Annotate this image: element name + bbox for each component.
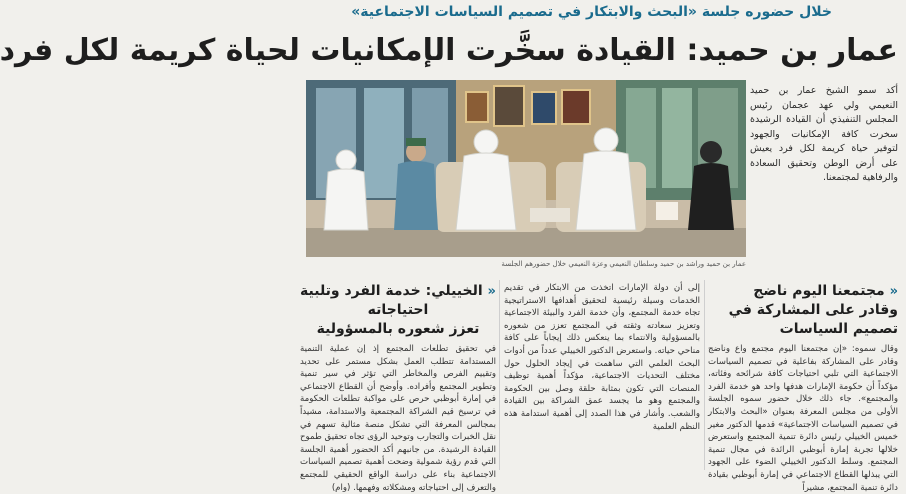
article-kicker: خلال حضوره جلسة «البحث والابتكار في تصميم السياسات الاجتماعية» [351,4,832,20]
subheading-left-line1: الخييلي: خدمة الفرد وتلبية احتياجاته [300,283,483,318]
article-lead: أكد سمو الشيخ عمار بن حميد النعيمي ولي عهد عجمان رئيس المجلس التنفيذي أن القيادة الرشيدة سخرت كافة الإمكانيات والجهود لتوفير حياة كريمة لكل فرد يعيش على أرض الوطن وتحقيق السعادة والرفاهية لمجتمعنا. [750,85,898,183]
column-right [708,282,898,493]
column-right-body: وقال سموه: «إن مجتمعنا اليوم مجتمع واع وناضج وقادر على المشاركة بفاعلية في تصميم السياسات الاجتماعية التي تلبي احتياجات كافة شرائحه وفئاته، مؤكداً أن حكومة الإمارات هدفها واحد هو خدمة الفرد والمجتمع». جاء ذلك خلال حضور سموه الجلسة الأولى من مجلس المعرفة بعنوان «البحث والابتكار في تصميم السياسات الاجتماعية» قدمها الدكتور مغير خميس الخييلي رئيس دائرة تنمية المجتمع واستعرض خلالها تجربة إمارة أبوظبي الرائدة في مجال تنمية المجتمع. وسلط الدكتور الخييلي الضوء على الجهود التي يبذلها القطاع الاجتماعي في إمارة أبوظبي بقيادة دائرة تنمية المجتمع، مشيراً [708,344,898,493]
column-left [300,282,496,493]
column-divider [704,280,705,470]
article-photo [306,80,746,257]
column-middle [504,282,700,470]
column-left-body: في تحقيق تطلعات المجتمع إذ إن عملية التنمية المستدامة تتطلب العمل بشكل مستمر على تحديد وتقييم الفرص والمخاطر التي تؤثر في سير تنمية وتطوير المجتمع وأفراده. وأوضح أن القطاع الاجتماعي في إمارة أبوظبي حرص على مواكبة تطلعات الحكومة في ترسيخ قيم الشراكة المجتمعية والاستدامة، مشيداً بمجالس المعرفة التي تشكل منصة مثالية تسهم في نقل الخبرات والتجارب وتوحيد الرؤى تجاه تحقيق طموح القيادة الرشيدة. من جانبهم أكد الحضور أهمية الجلسة التي قدم رؤية شمولية وضحت أهمية تصميم السياسات الاجتماعية بناء على دراسة الواقع الحقيقي للمجتمع والتعرف إلى احتياجاته ومشكلاته وفهمها. (وام) [300,344,496,493]
subheading-left [300,282,496,339]
double-chevron-icon: « [487,284,496,299]
photo-caption: عمار بن حميد وراشد بن حميد وسلطان النعيمي وعزة النعيمي خلال حضورهم الجلسة [501,260,746,268]
subheading-right [708,282,898,339]
subheading-right-line1: مجتمعنا اليوم ناضج [753,283,885,299]
column-middle-body: إلى أن دولة الإمارات اتخذت من الابتكار في تقديم الخدمات وسيلة رئيسية لتحقيق أهدافها الاستراتيجية تجاه خدمة المجتمع، وأن خدمة الفرد والبيئة الاجتماعية وتعزيز سعادته وثقته في المجتمع تعزز من شعوره بالمسؤولية والانتماء بما ينعكس ذلك إيجاباً على كافة مناحي حياته. واستعرض الدكتور الخييلي عدداً من أدوات البحث العلمي التي ساهمت في إيجاد الحلول حول مختلف التحديات الاجتماعية، مؤكداً أهمية توظيف المنصات التي تكون بمثابة حلقة وصل بين الحكومة والمجتمع وهو ما يجسد عمق الشراكة بين القيادة والشعب. وأشار في هذا الصدد إلى أهمية استدامة هذه النظم العلمية [504,283,700,432]
subheading-right-line2: وقادر على المشاركة في تصميم السياسات [728,302,898,337]
double-chevron-icon: « [889,284,898,299]
article-headline: عمار بن حميد: القيادة سخَّرت الإمكانيات لحياة كريمة لكل فرد [0,33,898,68]
subheading-left-line2: تعزز شعوره بالمسؤولية [316,321,480,337]
column-divider [499,280,500,470]
majlis-photo-illustration [306,80,746,257]
